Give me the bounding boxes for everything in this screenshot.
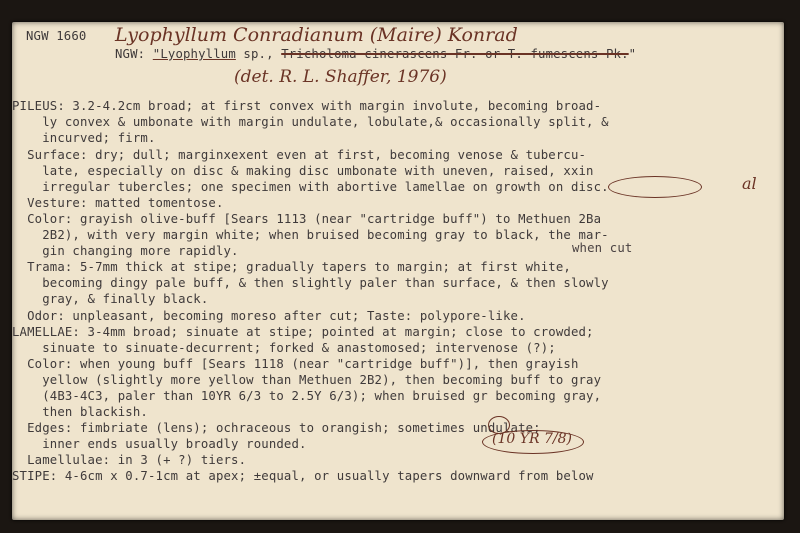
desc-line-9: 2B2), with very margin white; when bruised becoming gray to black, the mar- [12,228,609,242]
determination-note: (det. R. L. Shaffer, 1976) [234,67,447,87]
desc-line-18: yellow (slightly more yellow than Methuen 2B2), then becoming buff to gray [12,373,602,387]
desc-line-8: Color: grayish olive-buff [Sears 1113 (near "cartridge buff") to Methuen 2Ba [12,212,602,226]
desc-line-21: Edges: fimbriate (lens); ochraceous to orangish; sometimes undulate; [12,421,541,435]
when-cut-insert: when cut [572,241,633,255]
desc-line-12: becoming dingy pale buff, & then slightly paler than surface, & then slowly [12,276,609,290]
desc-line-14: Odor: unpleasant, becoming moreso after cut; Taste: polypore-like. [12,309,526,323]
desc-line-16: sinuate to sinuate-decurrent; forked & anastomosed; intervenose (?); [12,341,556,355]
struck-name: Tricholoma cinerascens Fr. or T. fumescens Pk. [281,47,629,61]
typed-genus: "Lyophyllum [152,47,236,61]
handwritten-species-name: Lyophyllum Conradianum (Maire) Konrad [115,24,518,46]
desc-line-4: Surface: dry; dull; marginxexent even at first, becoming venose & tubercu- [12,148,587,162]
desc-line-17: Color: when young buff [Sears 1118 (near "cartridge buff")], then grayish [12,357,579,371]
desc-line-23: Lamellulae: in 3 (+ ?) tiers. [12,453,247,467]
desc-line-6: irregular tubercles; one specimen with abortive lamellae on growth on disc. [12,180,609,194]
typed-end: " [628,47,637,61]
desc-line-1: PILEUS: 3.2-4.2cm broad; at first convex with margin involute, becoming broad- [12,99,602,113]
desc-line-19: (4B3-4C3, paler than 10YR 6/3 to 2.5Y 6/3); when bruised gr becoming gray, [12,389,602,403]
desc-line-5: late, especially on disc & making disc umbonate with uneven, raised, xxin [12,164,594,178]
typed-name-line [115,47,636,61]
disc-annotation: al [742,174,757,193]
typed-rest: sp., [235,47,282,61]
growth-circle [608,176,702,198]
desc-line-24: STIPE: 4-6cm x 0.7-1cm at apex; ±equal, or usually tapers downward from below [12,469,594,483]
color-code-annotation: (10 YR 7/8) [492,431,572,447]
index-card [12,22,784,520]
desc-line-2: ly convex & umbonate with margin undulate, lobulate,& occasionally split, & [12,115,609,129]
desc-line-7: Vesture: matted tomentose. [12,196,224,210]
desc-line-22: inner ends usually broadly rounded. [12,437,307,451]
desc-line-13: gray, & finally black. [12,292,209,306]
desc-line-15: LAMELLAE: 3-4mm broad; sinuate at stipe; pointed at margin; close to crowded; [12,325,594,339]
orangish-circle [488,416,510,434]
desc-line-20: then blackish. [12,405,148,419]
desc-line-11: Trama: 5-7mm thick at stipe; gradually tapers to margin; at first white, [12,260,571,274]
desc-line-10: gin changing more rapidly. [12,244,239,258]
typed-name-label: NGW: [115,47,146,61]
specimen-number: NGW 1660 [26,29,87,43]
desc-line-3: incurved; firm. [12,131,156,145]
